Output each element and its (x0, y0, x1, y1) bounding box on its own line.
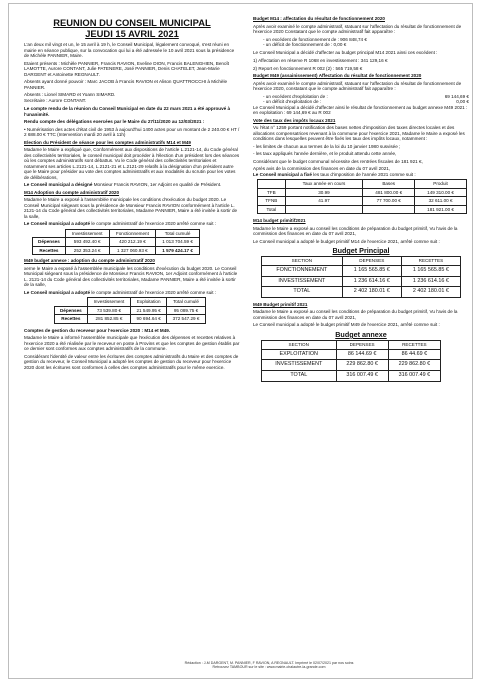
absents-paragraph: Absents : Lionel SIMARD et Yoann SIMARD. (24, 92, 116, 97)
right-column (253, 16, 469, 382)
table-cell: 2 402 180.01 € (401, 287, 460, 298)
m14-result (24, 221, 240, 227)
table-cell: 149 310.00 € (415, 188, 467, 197)
secretaire-paragraph: Secrétaire : Aurore CONTANT. (24, 97, 87, 103)
table-header-cell: SECTION (262, 257, 343, 266)
document-page (8, 3, 473, 679)
table-cell: 481 800.00 € (363, 188, 415, 197)
table-header-row (33, 229, 200, 238)
footer-credits: Rédaction : J-M DARGENT, M. PANNIER, F RAVION, A REGNAULT. Imprimé le 02/07/2021 par nos soins (184, 661, 354, 665)
budget-annexe-title: Budget annexe (335, 329, 387, 339)
table-cell: TFB (258, 188, 286, 197)
bp-m49-heading: M49 Budget primitif 2021 (253, 301, 308, 307)
table-cell: 281 852.85 € (87, 315, 131, 324)
table-cell: INVESTISSEMENT (262, 360, 337, 371)
table-row (33, 238, 200, 247)
table-cell: TOTAL (262, 370, 337, 381)
table-cell: TFNB (258, 197, 286, 206)
table-cell: 21 549.95 € (131, 306, 167, 315)
taux-heading: Vote des taux des impôts locaux 2021 (253, 117, 336, 123)
table-cell: 420 212.19 € (109, 238, 156, 247)
m14-heading: M14 Adoption du compte administratif 2020 (24, 189, 120, 195)
table-row (55, 315, 206, 324)
aff-m49-decide: Le Conseil Municipal a décidé d'affecter ainsi le résultat de fonctionnement au budget annexe M49 2021 : en exploitation : 69 144,69 € au R 002 (253, 104, 468, 115)
bp-m14-heading: M14 budget primitif2021 (253, 218, 306, 224)
table-row (262, 265, 461, 276)
aff-m49-body: Après avoir examiné le compte administratif, statuant sur l'affectation du résultat de fonctionnement de l'exercice 2020, constatant que le compte administratif fait apparaître : (253, 80, 462, 91)
table-cell: 32 611.00 € (415, 197, 467, 206)
aff-m49-exc-value: 69 144,69 € (444, 93, 469, 99)
table-row (258, 197, 467, 206)
table-cell: Recettes (33, 246, 66, 255)
aff-m49-def-value: 0,00 € (456, 99, 469, 104)
table-cell: 181 921.00 € (415, 205, 467, 214)
page-title: REUNION DU CONSEIL MUNICIPAL (53, 17, 211, 28)
table-cell: 95 089.75 € (167, 306, 206, 315)
footer-website: Retrouvez TAMBOUR sur le site : www.mairie-chalautre-la-grande.com (212, 665, 326, 670)
table-cell: 229 862.80 € (336, 360, 388, 371)
bp-m14-body: Madame le Maire a exposé au conseil les conditions de préparation du budget primitif, Vu l'avis de la commission des finances en date du 07 avril 2021, (253, 225, 458, 237)
taux-result (253, 172, 469, 178)
table-cell: Total (258, 205, 286, 214)
left-column (24, 18, 240, 372)
m49-result-text: le compte administratif de l'exercice 2020 arrêté comme suit : (90, 289, 217, 295)
table-cell: 1 236 614.16 € (401, 276, 460, 287)
taux-item1: - les limites de chacun aux termes de la loi du 10 janvier 1980 susvisée ; (253, 143, 401, 149)
intro-paragraph: L'an deux mil vingt et un, le 15 avril à 19 h, le Conseil Municipal, légalement convoqué, s'est réuni en mairie en séance publique, sur la convocation qui lui a été adressée le 10 avril 2021 sous la présidence de Michèle PANNIER, Maire. (24, 42, 235, 58)
table-cell: 229 862.80 € (388, 360, 440, 371)
table-cell: 73 539.80 € (87, 306, 131, 315)
table-cell: 1 236 614.16 € (342, 276, 401, 287)
table-row (262, 276, 461, 287)
taux-body2: Considérant que le budget communal nécessite des rentrées fiscales de 181 921 €, (253, 158, 423, 164)
table-cell: 90 694.64 € (131, 315, 167, 324)
m14-body: Madame le Maire a exposé à l'assemblée municipale les conditions d'exécution du budget 2020. Le Conseil Municipal siégeant sous la présidence de Monsieur Francis RAVION conformément à l'article L. 2121-14 du Code général des collectivités territoriales, Madame PANNIER, Maire a été invitée à sortir de la salle, (24, 197, 238, 219)
gestion-heading: Comptes de gestion du receveur pour l'exercice 2020 : M14 et M49. (24, 327, 171, 333)
table-row (55, 306, 206, 315)
table-header-cell: Produit (415, 180, 467, 189)
table-row (262, 349, 441, 360)
table-header-cell: RECETTES (388, 340, 440, 349)
taux-result-text: les taux d'imposition de l'année 2021 comme suit : (311, 171, 416, 177)
taux-item2: - les taux appliqués l'année dernière, et le produit attendu cette année, (253, 151, 397, 156)
compte-rendu-paragraph: Le compte rendu de la réunion du Conseil Municipal en date du 22 mars 2021 a été approuvé à l'unanimité. (24, 106, 231, 117)
table-row (262, 370, 441, 381)
table-cell: FONCTIONNEMENT (262, 265, 343, 276)
table-cell: Recettes (55, 315, 88, 324)
table-row (262, 287, 461, 298)
table-cell: 86 144.69 € (336, 349, 388, 360)
table-cell: Dépenses (55, 306, 88, 315)
presents-paragraph: Etaient présents : Michèle PANNIER, Francis RAVION, Eveline DION, Francis BALENGHIEN, Benoît LAMOTTE, Aurore CONTANT, Julie PATENERE, José PANNIER, Denis CHATELET, Jean-Marie DARGENT et Antoinette REGNAULT. (24, 60, 230, 77)
table-row (258, 205, 467, 214)
table-header-cell: Bases (363, 180, 415, 189)
table-cell: 2 402 180.01 € (342, 287, 401, 298)
taux-table (257, 179, 467, 214)
table-cell: 1 579 424.17 € (156, 246, 200, 255)
table-header-cell: SECTION (262, 340, 337, 349)
election-result (24, 182, 240, 188)
page-footer (69, 661, 469, 669)
election-body: Madame le Maire a expliqué que, Conformément aux dispositions de l'article L.2121-14, du Code général des collectivités territoriales, le conseil municipal doit procéder à l'élection d'un président lors des séances où les comptes administratifs sont débattus. Vu le Code général des collectivités territoriales et notamment ses articles L.2121-14, L.2121-21 et L.2121-29 relatifs à la désignation d'un président autre que le Maire pour présider au vote des comptes administratifs et aux modalités du scrutin pour les votes de délibérations, (24, 147, 240, 180)
table-header-cell: Total cumulé (167, 298, 206, 307)
table-cell: 41.97 (285, 197, 363, 206)
aff-m14-item2: 2) Report en fonctionnement R 002 (2) : 565 719,58 € (253, 65, 363, 71)
aff-m14-item1: 1) Affectation en réserve R 1068 en investissement : 341 129,16 € (253, 58, 388, 63)
m49-result (24, 290, 240, 296)
table-cell: 1 013 704.59 € (156, 238, 200, 247)
table-header-cell: DEPENSES (336, 340, 388, 349)
page-subtitle: JEUDI 15 AVRIL 2021 (85, 27, 179, 39)
bp-m49-result: Le Conseil municipal a adopté le budget primitif M49 de l'exercice 2021, arrêté comme suit : (253, 322, 440, 328)
m14-result-text: le compte administratif de l'exercice 2020 arrêté comme suit : (90, 221, 217, 226)
table-cell: Dépenses (33, 238, 66, 247)
m49-body: xerne le Maire a exposé à l'assemblée municipale les conditions d'exécution du budget 2020. Le Conseil Municipal siégeant sous la présidence de Monsieur Francis RAVION, 1er Adjoint conformément à l'article L. 2121-14 du Code général des collectivités territoriales, Madame PANNIER, Maire a été invitée à sortir de la salle, (24, 265, 238, 288)
table-header-cell (33, 229, 66, 238)
budget-principal-table (261, 256, 461, 298)
table-header-cell (55, 298, 88, 307)
aff-m14-line1: - un excédent de fonctionnement de : 906 848,74 € (263, 36, 367, 42)
aff-m14-body: Après avoir examiné le compte administratif, statuant sur l'affectation du résultat de fonctionnement de l'exercice 2020 Constatant que le compte administratif fait apparaître : (253, 23, 462, 34)
table-header-cell: Investissement (65, 229, 109, 238)
table-cell: EXPLOITATION (262, 349, 337, 360)
table-header-cell: Taux année en cours (285, 180, 363, 189)
aff-m49-exc-label: - un excédent d'exploitation de : (263, 93, 328, 99)
table-header-cell (258, 180, 286, 189)
table-cell: 372 547.29 € (167, 315, 206, 324)
m14-result-bold: Le Conseil municipal a adopté (24, 221, 91, 226)
table-cell: 1 165 565.85 € (401, 265, 460, 276)
gestion-body-2: Considérant l'identité de valeur entre les écritures des comptes administratifs du Maire et des comptes de gestion du receveur, le Conseil Municipal a adopté les comptes de gestion du receveur pour l'exercice 2020 dont les écritures sont conformes à celles des comptes administratifs pour le même exercice. (24, 353, 239, 370)
pouvoirs-paragraph: Absents ayant donné pouvoir : Marc JACOB à Francis RAVION et Alison QUATTROCCHI à Michèle PANNIER. (24, 79, 228, 90)
budget-annexe-table (261, 340, 441, 382)
aff-m14-heading: Budget M14 : affectation du résultat de fonctionnement 2020 (253, 16, 385, 21)
m49-table (54, 297, 206, 324)
aff-m14-decide: Le Conseil Municipal a décidé d'affecter au budget principal M14 2021 ainsi ces excédent : (253, 49, 438, 55)
table-row (262, 360, 441, 371)
taux-result-bold: Le Conseil municipal a fixé (253, 171, 312, 177)
numerisation-paragraph: • Numérisation des actes d'état civil de 1953 à aujourd'hui 1400 actes pour un montant de 2 240.00 € HT / 2 688.00 € TTC (Intervention mardi 20 avril à 11h) (24, 126, 240, 137)
election-result-bold: Le Conseil municipal a désigné (24, 182, 93, 187)
table-row (33, 246, 200, 255)
taux-body3: Après avis de la commission des finances en date du 07 avril 2021, (253, 166, 391, 171)
table-cell: INVESTISSEMENT (262, 276, 343, 287)
table-header-row (258, 180, 467, 189)
aff-m14-line2: - un déficit de fonctionnement de : 0,00 € (263, 42, 347, 47)
table-cell: TOTAL (262, 287, 343, 298)
delegations-paragraph: Rendu compte des délégations exercées par le Maire du 27/11/2020 au 12/03/2021 : (24, 119, 205, 124)
table-header-cell: Exploitation (131, 298, 167, 307)
m49-result-bold: Le Conseil municipal a adopté (24, 289, 91, 295)
election-heading: Election du Président de séance pour les comptes administratifs M14 et M49 (24, 139, 191, 145)
table-row (258, 188, 467, 197)
aff-m49-def-label: - un déficit d'exploitation de : (263, 99, 322, 104)
table-cell: 1 165 565.85 € (342, 265, 401, 276)
m49-heading: M49 budget annexe : adoption du compte administratif 2020 (24, 258, 155, 264)
table-header-cell: Investissement (87, 298, 131, 307)
table-header-cell: RECETTES (401, 257, 460, 266)
table-cell (363, 205, 415, 214)
table-cell: 30.99 (285, 188, 363, 197)
m14-table (32, 229, 200, 256)
table-cell: 252 353.24 € (65, 246, 109, 255)
table-cell: 77 700.00 € (363, 197, 415, 206)
table-header-cell: Total cumulé (156, 229, 200, 238)
budget-principal-title: Budget Principal (332, 246, 390, 256)
table-cell: 86 44.69 € (388, 349, 440, 360)
election-result-text: Monsieur Francis RAVION, 1er Adjoint en qualité de Président. (92, 182, 222, 187)
table-cell: 316 007.49 € (388, 370, 440, 381)
table-cell: 593 492.40 € (65, 238, 109, 247)
gestion-body: Madame le Maire a informé l'assemblée municipale que l'exécution des dépenses et recettes relatives à l'exercice 2020 a été réalisée par le receveur en poste à Provins et que les comptes de gestion établis par ce dernier sont conformes aux comptes administratifs de la commune. (24, 335, 240, 352)
table-header-cell: Fonctionnement (109, 229, 156, 238)
table-cell: 1 327 060.93 € (109, 246, 156, 255)
bp-m49-body: Madame le Maire a exposé au conseil les conditions de préparation du budget primitif, Vu l'avis de la commission des finances en date du 07 avril 2021, (253, 309, 458, 320)
table-header-row (55, 298, 206, 307)
table-header-row (262, 257, 461, 266)
table-cell: 316 007.49 € (336, 370, 388, 381)
table-header-row (262, 340, 441, 349)
table-cell (285, 205, 363, 214)
taux-body: Vu l'état n° 1259 portant notification des bases nettes d'imposition des taxes directes locales et des allocations compensatrices revenant à la commune pour l'exercice 2021, Madame le Maire a exposé les conditions dans lesquelles peuvent être fixés les taux des impôts locaux, notamment : (253, 125, 465, 141)
bp-m14-result: Le Conseil municipal a adopté le budget primitif M14 de l'exercice 2021, arrêté comme suit : (253, 238, 440, 244)
table-header-cell: DEPENSES (342, 257, 401, 266)
aff-m49-heading: Budget M49 (assainissement) Affectation du résultat de fonctionnement 2020 (253, 73, 422, 78)
